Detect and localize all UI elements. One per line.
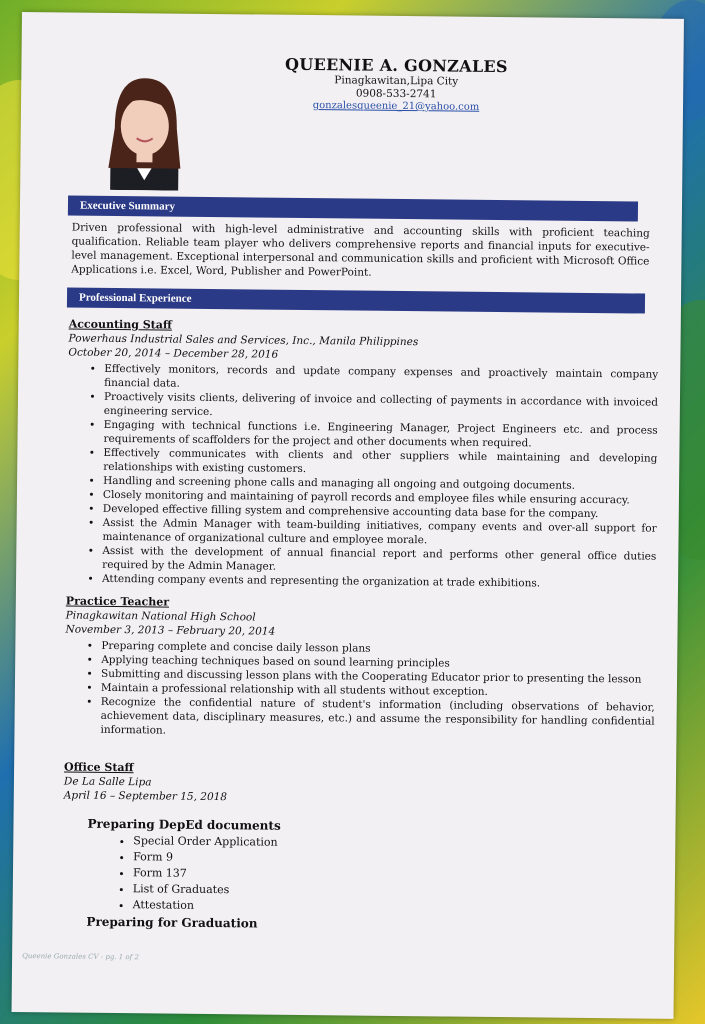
list-item: • List of Graduates: [133, 881, 653, 902]
list-item: • Closely monitoring and maintaining of payroll records and employee files while ensuring accuracy.: [103, 488, 657, 508]
job-duties: [64, 638, 655, 742]
page-footer: Queenie Gonzales CV - pg. 1 of 2: [22, 952, 139, 962]
profile-photo: [80, 68, 209, 191]
contact-header: [246, 54, 547, 113]
job-company: De La Salle Lipa: [63, 775, 152, 789]
professional-experience-heading: Professional Experience: [67, 287, 645, 313]
list-item: • Applying teaching techniques based on sound learning principles: [101, 653, 655, 673]
list-item: • Special Order Application: [133, 833, 653, 854]
list-item: • Effectively communicates with clients and other suppliers while maintaining and developing relationships with existing customers.: [103, 446, 657, 480]
executive-summary-heading: Executive Summary: [68, 195, 638, 221]
list-item: • Attestation: [133, 897, 653, 918]
job-duties: [66, 362, 658, 592]
list-item: • Preparing complete and concise daily lesson plans: [101, 639, 655, 659]
subsection-heading: Preparing for Graduation: [86, 914, 258, 931]
list-item: • Form 9: [133, 849, 653, 870]
subsection-heading: Preparing DepEd documents: [87, 816, 281, 833]
executive-summary-text: Driven professional with high-level administrative and accounting skills with proficient teaching qualification. Reliable team player who delivers comprehensive reports and financial inputs for executive-level management. Exceptional interpersonal and communication skills and proficient with Microsoft Office Applications i.e. Excel, Word, Publisher and PowerPoint.: [71, 221, 650, 279]
job-company: Powerhaus Industrial Sales and Services, Inc., Manila Philippines: [68, 332, 419, 349]
job-dates: November 3, 2013 – February 20, 2014: [65, 623, 276, 638]
list-item: • Proactively visits clients, delivering of invoice and collecting of payments in accordance with invoiced engineering service.: [104, 390, 658, 424]
list-item: • Form 137: [133, 865, 653, 886]
list-item: • Submitting and discussing lesson plans with the Cooperating Educator prior to presenting the lesson: [101, 667, 655, 687]
list-item: • Attending company events and representing the organization at trade exhibitions.: [102, 572, 656, 592]
list-item: • Handling and screening phone calls and managing all ongoing and outgoing documents.: [103, 474, 657, 494]
list-item: • Effectively monitors, records and update company expenses and proactively maintain company financial data.: [104, 362, 658, 396]
list-item: • Assist the Admin Manager with team-building initiatives, company events and over-all support for maintenance of organizational culture and employee morale.: [102, 516, 656, 550]
job-dates: October 20, 2014 – December 28, 2016: [68, 346, 279, 361]
list-item: • Recognize the confidential nature of student's information (including observations of behavior, achievement data, disciplinary measures, etc.) and assume the responsibility for handling confidential information.: [100, 695, 654, 743]
job-title: Office Staff: [64, 760, 134, 775]
resume-page: [12, 12, 684, 1019]
list-item: • Maintain a professional relationship with all students without exception.: [101, 681, 655, 701]
job-practice-teacher: [64, 594, 655, 742]
job-accounting-staff: [66, 318, 659, 592]
address: Pinagkawitan,Lipa City: [334, 74, 459, 88]
email-link[interactable]: gonzalesqueenie_21@yahoo.com: [312, 100, 480, 113]
list-item: • Engaging with technical functions i.e. Engineering Manager, Project Engineers etc. and process requirements of scaffolders for the project and other documents when required.: [103, 418, 657, 452]
list-item: • Assist with the development of annual financial report and performs other general office duties required by the Admin Manager.: [102, 544, 656, 578]
job-dates: April 16 – September 15, 2018: [63, 789, 228, 804]
job-company: Pinagkawitan National High School: [65, 609, 256, 624]
candidate-name: QUEENIE A. GONZALES: [284, 54, 508, 77]
job-title: Practice Teacher: [65, 594, 170, 609]
deped-documents-list: [63, 832, 654, 918]
list-item: • Developed effective filling system and comprehensive accounting data base for the company.: [103, 502, 657, 522]
job-office-staff: [62, 760, 654, 934]
phone-number: 0908-533-2741: [355, 87, 437, 101]
job-title: Accounting Staff: [68, 317, 173, 332]
